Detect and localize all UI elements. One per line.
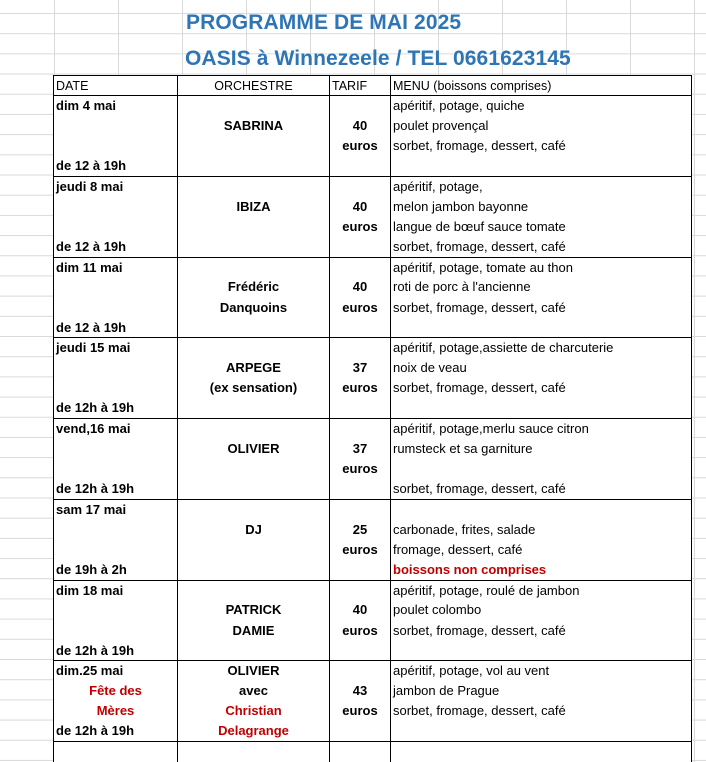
tarif-cell: euros [330,217,391,237]
tarif-cell [330,661,391,681]
table-row [54,742,692,762]
tarif-cell [330,560,391,580]
menu-cell: apéritif, potage, vol au vent [391,661,692,681]
tarif-cell: 37 [330,439,391,459]
date-cell: de 12h à 19h [54,722,178,742]
menu-cell: fromage, dessert, café [391,540,692,560]
empty-cell [391,742,692,762]
tarif-cell: 25 [330,520,391,540]
table-row [54,439,692,459]
menu-cell: noix de veau [391,358,692,378]
menu-note: boissons non comprises [393,561,547,577]
tarif-cell: euros [330,459,391,479]
menu-cell: apéritif, potage, quiche [391,96,692,116]
table-row [54,479,692,499]
date-cell [54,217,178,237]
table-row [54,338,692,358]
menu-cell [391,318,692,338]
tarif-cell [330,419,391,439]
orchestre-cell [178,499,330,519]
menu-cell: sorbet, fromage, dessert, café [391,136,692,156]
orchestre-cell [178,136,330,156]
tarif-cell: euros [330,136,391,156]
date-cell: Mères [54,701,178,721]
orchestre-cell: avec [178,681,330,701]
tarif-cell [330,399,391,419]
date-cell: jeudi 8 mai [54,176,178,196]
table-row [54,116,692,136]
table-row [54,136,692,156]
date-cell: dim.25 mai [54,661,178,681]
date-cell [54,378,178,398]
header-orchestre: ORCHESTRE [178,76,330,96]
date-cell [54,197,178,217]
menu-cell: langue de bœuf sauce tomate [391,217,692,237]
tarif-cell [330,318,391,338]
page-title: PROGRAMME DE MAI 2025 [186,11,462,34]
tarif-cell [330,580,391,600]
tarif-cell: euros [330,298,391,318]
table-header-row [54,76,692,96]
table-row [54,358,692,378]
table-row [54,217,692,237]
date-cell [54,459,178,479]
table-row [54,661,692,681]
table-row [54,277,692,297]
date-cell [54,298,178,318]
date-cell: de 12 à 19h [54,156,178,176]
date-cell: de 12h à 19h [54,479,178,499]
orchestre-cell: OLIVIER [178,661,330,681]
table-row [54,621,692,641]
menu-cell: rumsteck et sa garniture [391,439,692,459]
program-table [53,75,692,762]
date-cell: Fête des [54,681,178,701]
orchestre-cell: DAMIE [178,621,330,641]
orchestre-cell [178,176,330,196]
menu-cell [391,722,692,742]
orchestre-cell: ARPEGE [178,358,330,378]
date-cell [54,600,178,620]
date-cell [54,621,178,641]
header-tarif: TARIF [330,76,391,96]
tarif-cell [330,722,391,742]
table-row [54,298,692,318]
menu-cell [391,399,692,419]
table-row [54,96,692,116]
menu-cell: roti de porc à l'ancienne [391,277,692,297]
menu-cell: sorbet, fromage, dessert, café [391,378,692,398]
table-row [54,499,692,519]
orchestre-cell [178,96,330,116]
menu-cell: apéritif, potage,assiette de charcuterie [391,338,692,358]
menu-cell: jambon de Prague [391,681,692,701]
date-cell [54,116,178,136]
date-cell: de 12h à 19h [54,641,178,661]
table-row [54,156,692,176]
tarif-cell: euros [330,540,391,560]
tarif-cell [330,499,391,519]
menu-cell [391,499,692,519]
date-cell: dim 18 mai [54,580,178,600]
table-row [54,701,692,721]
menu-cell: poulet provençal [391,116,692,136]
orchestre-cell [178,318,330,338]
date-cell: jeudi 15 mai [54,338,178,358]
date-cell: de 12 à 19h [54,237,178,257]
orchestre-cell: PATRICK [178,600,330,620]
date-cell: de 19h à 2h [54,560,178,580]
menu-cell: apéritif, potage, tomate au thon [391,257,692,277]
table-row [54,197,692,217]
menu-cell: sorbet, fromage, dessert, café [391,298,692,318]
orchestre-cell: DJ [178,520,330,540]
table-row [54,681,692,701]
table-row [54,378,692,398]
date-cell: de 12 à 19h [54,318,178,338]
orchestre-cell [178,399,330,419]
menu-cell: sorbet, fromage, dessert, café [391,701,692,721]
header-date: DATE [54,76,178,96]
menu-cell: sorbet, fromage, dessert, café [391,479,692,499]
tarif-cell: 43 [330,681,391,701]
orchestre-cell [178,338,330,358]
orchestre-cell: Christian [178,701,330,721]
orchestre-cell [178,459,330,479]
table-row [54,399,692,419]
empty-cell [54,742,178,762]
date-cell [54,277,178,297]
tarif-cell [330,257,391,277]
menu-cell: poulet colombo [391,600,692,620]
table-row [54,600,692,620]
orchestre-cell: Frédéric [178,277,330,297]
orchestre-cell [178,641,330,661]
tarif-cell: 37 [330,358,391,378]
menu-cell: apéritif, potage,merlu sauce citron [391,419,692,439]
orchestre-cell [178,419,330,439]
menu-cell [391,156,692,176]
orchestre-cell [178,580,330,600]
tarif-cell [330,156,391,176]
menu-cell [391,459,692,479]
date-cell [54,540,178,560]
menu-cell: carbonade, frites, salade [391,520,692,540]
tarif-cell [330,176,391,196]
orchestre-cell [178,540,330,560]
tarif-cell: 40 [330,277,391,297]
orchestre-cell: Danquoins [178,298,330,318]
menu-cell [391,641,692,661]
empty-cell [178,742,330,762]
empty-cell [330,742,391,762]
orchestre-cell: OLIVIER [178,439,330,459]
date-cell: dim 4 mai [54,96,178,116]
menu-cell: apéritif, potage, roulé de jambon [391,580,692,600]
table-row [54,641,692,661]
orchestre-cell: (ex sensation) [178,378,330,398]
orchestre-cell [178,156,330,176]
tarif-cell: euros [330,378,391,398]
date-cell: de 12h à 19h [54,399,178,419]
table-row [54,257,692,277]
date-cell [54,136,178,156]
tarif-cell [330,237,391,257]
table-row [54,520,692,540]
date-cell: sam 17 mai [54,499,178,519]
tarif-cell [330,96,391,116]
orchestre-cell [178,560,330,580]
orchestre-cell [178,257,330,277]
tarif-cell [330,479,391,499]
orchestre-cell: Delagrange [178,722,330,742]
page-subtitle: OASIS à Winnezeele / TEL 0661623145 [185,47,571,70]
orchestre-cell: SABRINA [178,116,330,136]
tarif-cell [330,641,391,661]
table-row [54,580,692,600]
tarif-cell: 40 [330,116,391,136]
table-row [54,459,692,479]
menu-cell: sorbet, fromage, dessert, café [391,621,692,641]
tarif-cell [330,338,391,358]
date-cell: vend,16 mai [54,419,178,439]
tarif-cell: euros [330,621,391,641]
table-row [54,237,692,257]
date-cell [54,358,178,378]
table-row [54,419,692,439]
table-row [54,540,692,560]
orchestre-cell [178,237,330,257]
tarif-cell: 40 [330,600,391,620]
table-row [54,560,692,580]
date-cell [54,439,178,459]
menu-cell: apéritif, potage, [391,176,692,196]
table-row [54,176,692,196]
table-row [54,722,692,742]
tarif-cell: 40 [330,197,391,217]
orchestre-cell: IBIZA [178,197,330,217]
table-row [54,318,692,338]
header-menu: MENU (boissons comprises) [391,76,692,96]
menu-cell: sorbet, fromage, dessert, café [391,237,692,257]
date-cell [54,520,178,540]
menu-cell [391,560,692,580]
tarif-cell: euros [330,701,391,721]
menu-cell: melon jambon bayonne [391,197,692,217]
orchestre-cell [178,479,330,499]
date-cell: dim 11 mai [54,257,178,277]
orchestre-cell [178,217,330,237]
